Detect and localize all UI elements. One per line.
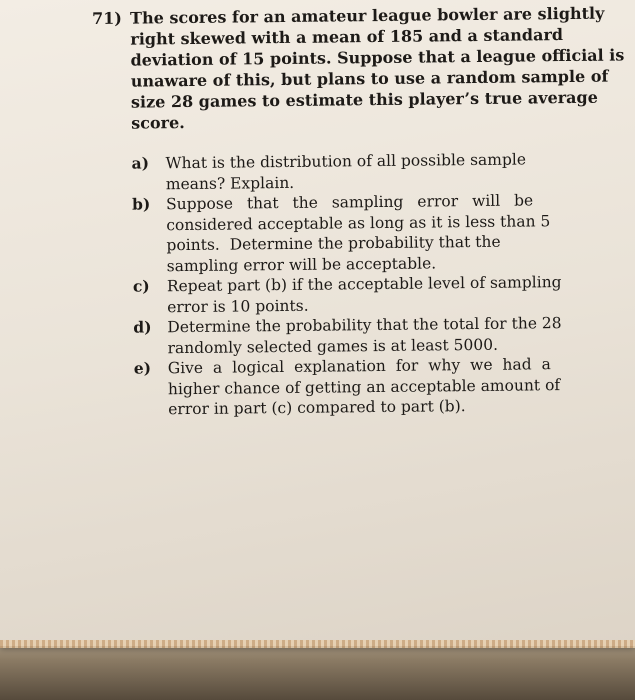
part-label: d) xyxy=(133,317,152,337)
problem-stem xyxy=(92,3,625,134)
stem-line: size 28 games to estimate this player’s true average xyxy=(130,87,598,112)
part-line: randomly selected games is at least 5000. xyxy=(167,335,499,357)
part-label: a) xyxy=(131,153,150,173)
stem-line: unaware of this, but plans to use a random sample of xyxy=(130,66,609,91)
stem-line: score. xyxy=(131,113,185,133)
part-line: error in part (c) compared to part (b). xyxy=(168,397,466,419)
part-line: What is the distribution of all possible sample xyxy=(165,150,527,173)
part-line: error is 10 points. xyxy=(167,296,309,316)
part-label: c) xyxy=(132,276,150,296)
part-c xyxy=(133,272,565,318)
part-b xyxy=(132,190,565,277)
part-line: Give a logical explanation for why we had a xyxy=(167,355,551,378)
part-line: points. Determine the probability that the xyxy=(166,232,501,255)
part-line: Determine the probability that the total for the 28 xyxy=(167,314,562,337)
stem-line: deviation of 15 points. Suppose that a league official is xyxy=(130,45,625,70)
page-edge-stripe xyxy=(0,640,635,648)
stem-line: right skewed with a mean of 185 and a standard xyxy=(130,25,564,49)
part-e xyxy=(134,354,567,420)
part-d xyxy=(133,313,565,359)
problem-number: 71) xyxy=(92,8,123,28)
part-line: considered acceptable as long as it is less than 5 xyxy=(166,211,551,234)
part-line: sampling error will be acceptable. xyxy=(166,253,437,275)
part-line: Repeat part (b) if the acceptable level of sampling xyxy=(166,273,562,296)
stem-line: The scores for an amateur league bowler are slightly xyxy=(130,3,605,28)
part-line: higher chance of getting an acceptable amount of xyxy=(167,375,561,398)
part-label: b) xyxy=(131,194,151,214)
problem-parts xyxy=(94,149,567,420)
problem-71 xyxy=(92,3,625,420)
part-label: e) xyxy=(133,358,152,378)
part-line: Suppose that the sampling error will be xyxy=(165,191,534,214)
part-a xyxy=(132,149,564,195)
part-line: means? Explain. xyxy=(165,173,295,193)
